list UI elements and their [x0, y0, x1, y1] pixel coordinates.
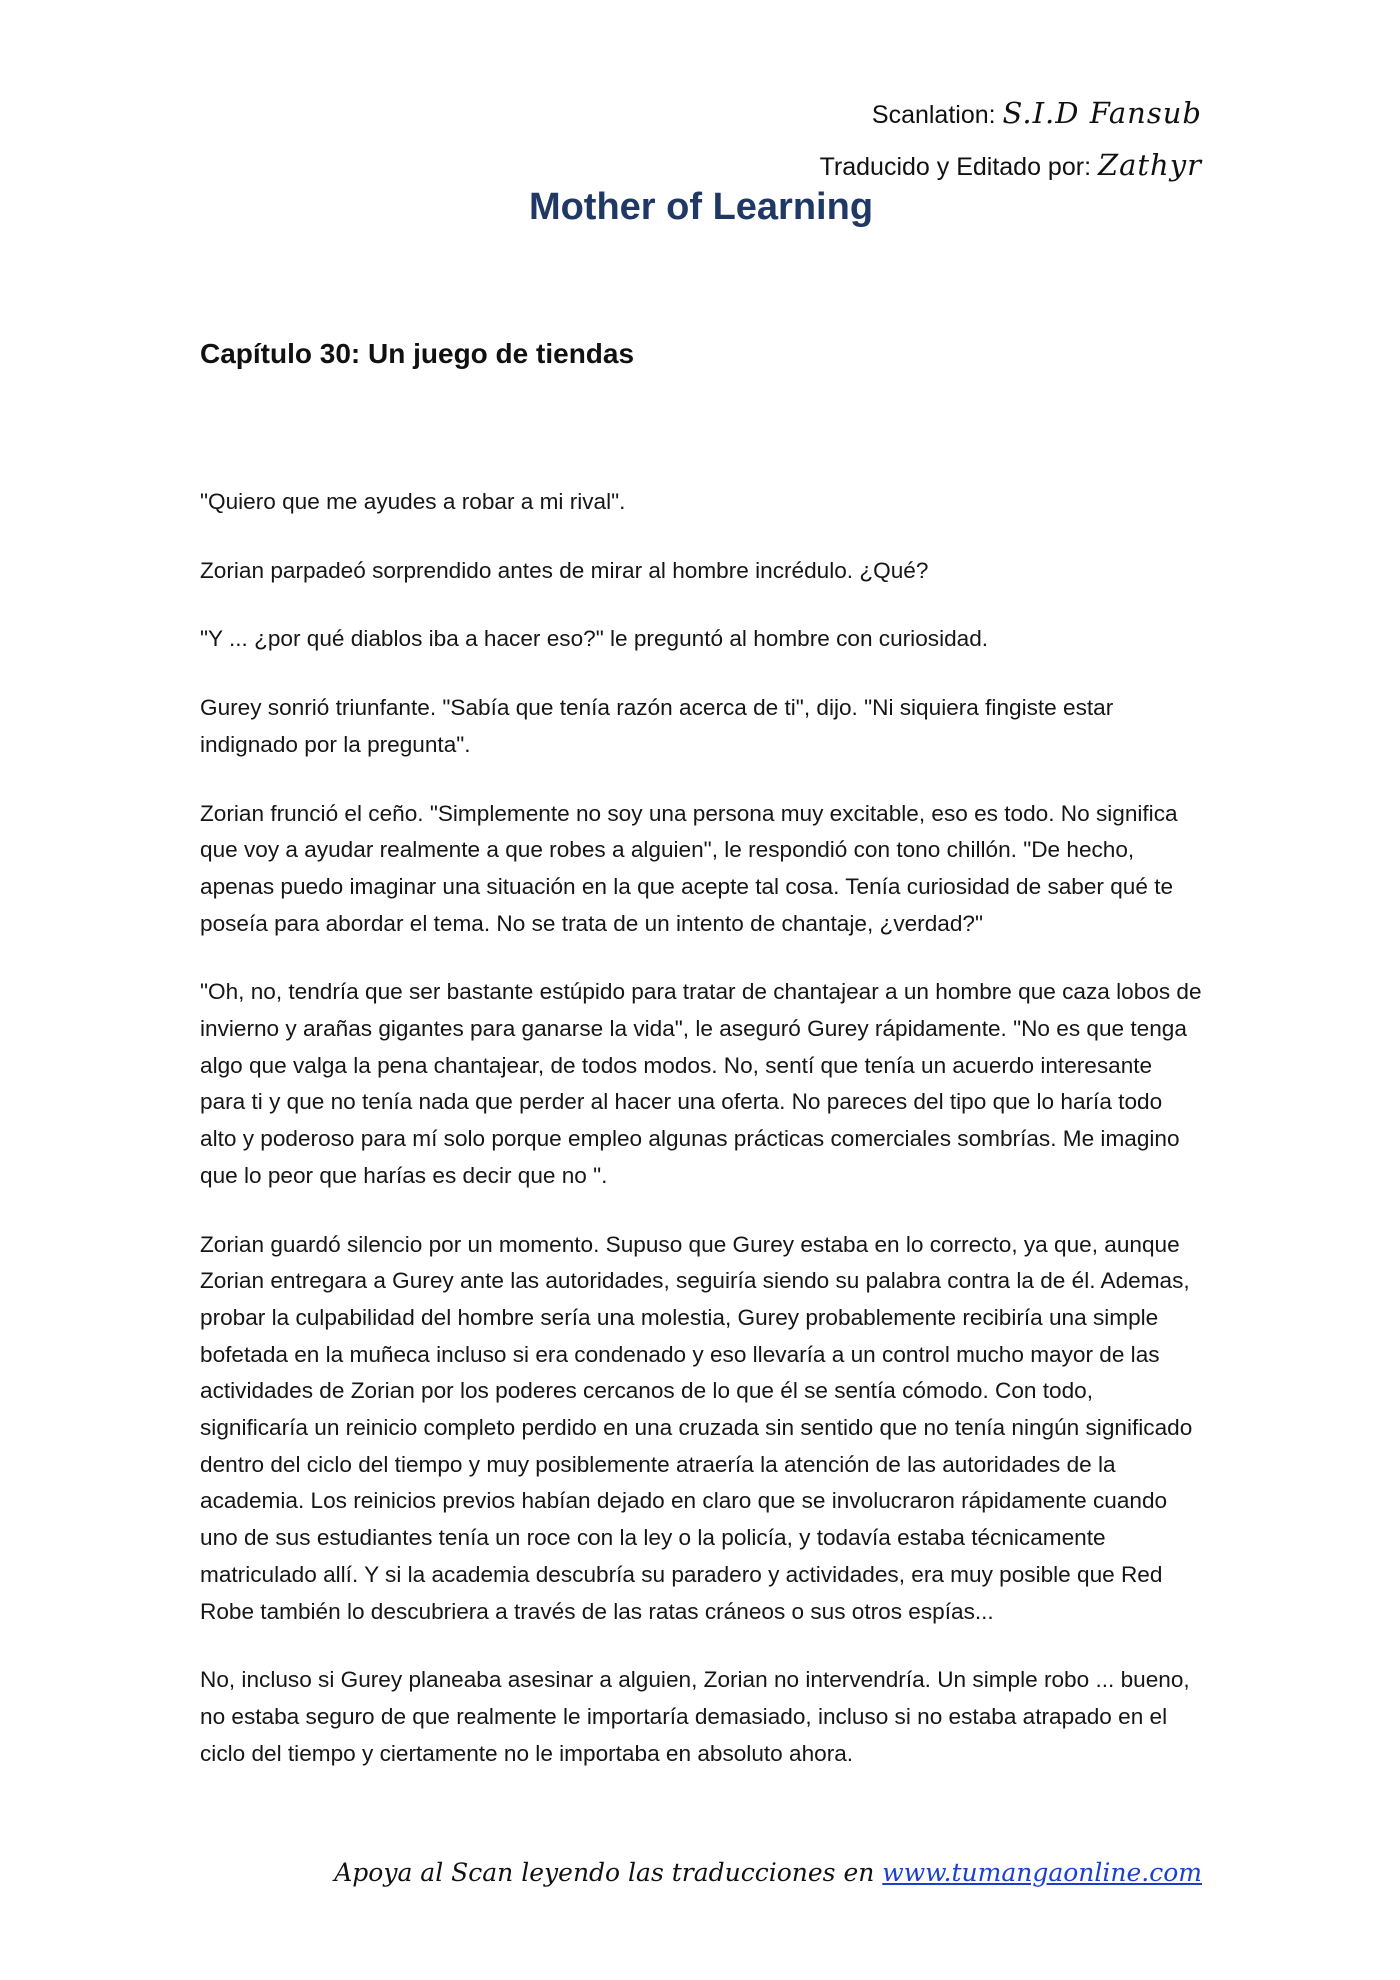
scanlation-name: S.I.D Fansub: [1002, 96, 1202, 130]
translator-name: Zathyr: [1097, 148, 1202, 182]
paragraph: No, incluso si Gurey planeaba asesinar a alguien, Zorian no intervendría. Un simple robo ... bueno, no estaba seguro de que realmente le importaría demasiado, incluso si no estaba atrapado en el ciclo del tiempo y ciertamente no le importaba en absoluto ahora.: [200, 1667, 1190, 1766]
document-title: [0, 186, 1400, 229]
translator-credit: [820, 140, 1202, 192]
scanlation-credit: [820, 88, 1202, 140]
paragraph: Zorian guardó silencio por un momento. Supuso que Gurey estaba en lo correcto, ya que, aunque Zorian entregara a Gurey ante las autoridades, seguiría siendo su palabra contra la de él. Ademas, probar la culpabilidad del hombre sería una molestia, Gurey probablemente recibiría una simple bofetada en la muñeca incluso si era condenado y eso llevaría a un control mucho mayor de las actividades de Zorian por los poderes cercanos de lo que él se sentía cómodo. Con todo, significaría un reinicio completo perdido en una cruzada sin sentido que no tenía ningún significado dentro del ciclo del tiempo y muy posiblemente atraería la atención de las autoridades de la academia. Los reinicios previos habían dejado en claro que se involucraron rápidamente cuando uno de sus estudiantes tenía un roce con la ley o la policía, y todavía estaba técnicamente matriculado allí. Y si la academia descubría su paradero y actividades, era muy posible que Red Robe también lo descubriera a través de las ratas cráneos o sus otros espías...: [200, 1231, 1193, 1624]
translator-label: Traducido y Editado por:: [819, 153, 1092, 181]
paragraph: "Quiero que me ayudes a robar a mi rival".: [200, 489, 626, 514]
paragraph: Gurey sonrió triunfante. "Sabía que tenía razón acerca de ti", dijo. "Ni siquiera fingiste estar indignado por la pregunta".: [200, 695, 1114, 757]
paragraph: "Oh, no, tendría que ser bastante estúpido para tratar de chantajear a un hombre que caza lobos de invierno y arañas gigantes para ganarse la vida", le aseguró Gurey rápidamente. "No es que tenga algo que valga la pena chantajear, de todos modos. No, sentí que tenía un acuerdo interesante para ti y que no tenía nada que perder al hacer una oferta. No pareces del tipo que lo haría todo alto y poderoso para mí solo porque empleo algunas prácticas comerciales sombrías. Me imagino que lo peor que harías es decir que no ".: [200, 979, 1202, 1188]
footer-text: Apoya al Scan leyendo las traducciones en: [334, 1858, 875, 1887]
footer-link[interactable]: www.tumangaonline.com: [882, 1858, 1202, 1887]
chapter-heading: Capítulo 30: Un juego de tiendas: [200, 338, 635, 369]
chapter-body: [200, 484, 1202, 1804]
document-title-text: Mother of Learning: [528, 186, 874, 228]
paragraph: Zorian parpadeó sorprendido antes de mirar al hombre incrédulo. ¿Qué?: [200, 557, 929, 583]
footer-note: [334, 1858, 1202, 1887]
credits-block: [820, 88, 1202, 192]
paragraph: Zorian frunció el ceño. "Simplemente no soy una persona muy excitable, eso es todo. No significa que voy a ayudar realmente a que robes a alguien", le respondió con tono chillón. "De hecho, apenas puedo imaginar una situación en la que acepte tal cosa. Tenía curiosidad de saber qué te poseía para abordar el tema. No se trata de un intento de chantaje, ¿verdad?": [200, 800, 1178, 936]
scanlation-label: Scanlation:: [871, 101, 996, 129]
paragraph: "Y ... ¿por qué diablos iba a hacer eso?" le preguntó al hombre con curiosidad.: [200, 626, 989, 652]
